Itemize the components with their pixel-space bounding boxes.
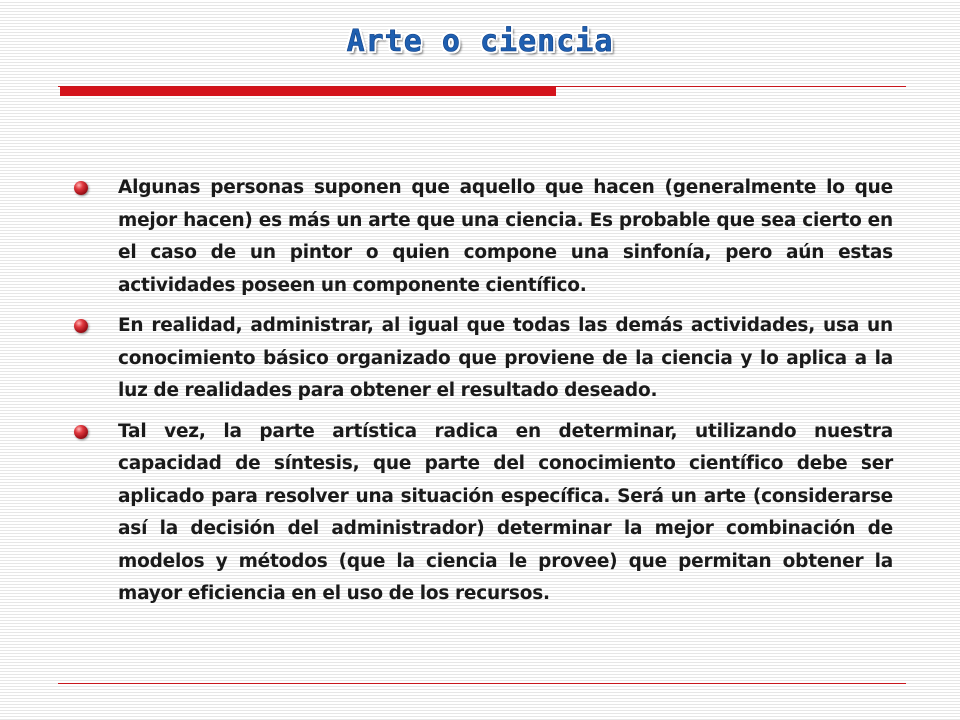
red-sphere-bullet-icon	[74, 319, 88, 333]
red-sphere-bullet-icon	[74, 425, 88, 439]
bullet-text: Tal vez, la parte artística radica en determinar, utilizando nuestra capacidad de síntesis, que parte del conocimiento científico debe ser aplicado para resolver una situación específica. Será un arte (considerarse así la decisión del administrador) determinar la mejor combinación de modelos y métodos (que la ciencia le provee) que permitan obtener la mayor eficiencia en el uso de los recursos.	[118, 420, 893, 604]
bullet-item	[70, 172, 893, 302]
red-sphere-bullet-icon	[74, 181, 88, 195]
bullet-item	[70, 310, 893, 408]
bullet-text: En realidad, administrar, al igual que todas las demás actividades, usa un conocimiento básico organizado que proviene de la ciencia y lo aplica a la luz de realidades para obtener el resultado deseado.	[118, 315, 893, 401]
title-divider-thick	[60, 87, 556, 96]
footer-divider	[58, 683, 906, 684]
bullet-text: Algunas personas suponen que aquello que hacen (generalmente lo que mejor hacen) es más un arte que una ciencia. Es probable que sea cierto en el caso de un pintor o quien compone una sinfonía, pero aún estas actividades poseen un componente científico.	[118, 177, 893, 296]
slide-body	[70, 172, 893, 619]
slide-title: Arte o ciencia	[346, 24, 614, 59]
bullet-item	[70, 416, 893, 611]
